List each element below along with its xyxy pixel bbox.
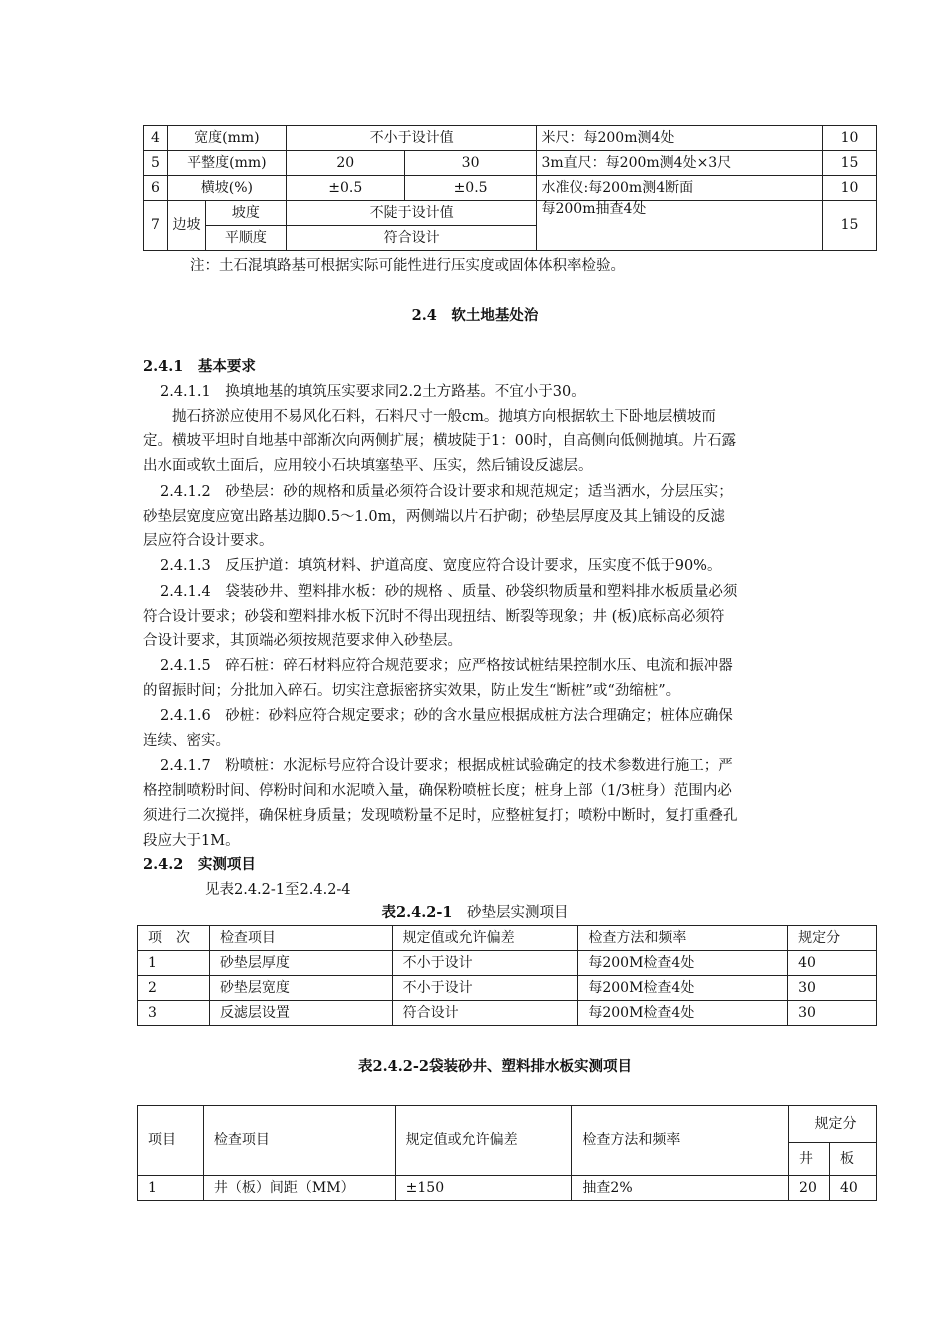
check-item: 横坡(%)	[167, 176, 286, 201]
para-2-4-1-4: 2.4.1.4 袋装砂井、塑料排水板：砂的规格 、质量、砂袋织物质量和塑料排水板质量必须	[160, 584, 738, 600]
para-2-4-1-2: 2.4.1.2 砂垫层：砂的规格和质量必须符合设计要求和规范规定；适当洒水，分层压实；	[160, 484, 733, 500]
paragraph-line: 符合设计要求；砂袋和塑料排水板下沉时不得出现扭结、断裂等现象；井 (板)底标高必须符	[143, 609, 725, 625]
header-cell: 板	[830, 1143, 877, 1176]
header-cell: 规定分	[788, 926, 877, 951]
table-row	[138, 976, 877, 1001]
table-cell: 1	[138, 1176, 204, 1201]
check-method: 米尺：每200m测4处	[537, 126, 823, 151]
table-header-row	[138, 1106, 877, 1143]
paragraph-line: 见表2.4.2-1至2.4.2-4	[205, 882, 351, 898]
score: 15	[823, 201, 877, 251]
table-cell: ±150	[395, 1176, 572, 1201]
check-item: 平整度(mm)	[167, 151, 286, 176]
paragraph-line: 段应大于1M。	[143, 833, 240, 849]
para-2-4-1-1: 2.4.1.1 换填地基的填筑压实要求同2.2土方路基。不宜小于30。	[160, 384, 586, 400]
table-row	[144, 176, 877, 201]
table-note: 注：土石混填路基可根据实际可能性进行压实度或固体体积率检验。	[190, 258, 625, 274]
check-method: 每200m抽查4处	[537, 201, 823, 251]
header-cell: 检查方法和频率	[572, 1106, 789, 1176]
table1-caption	[0, 900, 950, 926]
table-cell: 每200M检查4处	[578, 1001, 788, 1026]
header-cell: 检查方法和频率	[578, 926, 788, 951]
paragraph-line: 连续、密实。	[143, 733, 230, 749]
table-row	[144, 151, 877, 176]
score: 10	[823, 126, 877, 151]
header-cell: 检查项目	[209, 926, 392, 951]
table-cell: 每200M检查4处	[578, 976, 788, 1001]
table-header-row	[138, 926, 877, 951]
table-cell: 反滤层设置	[209, 1001, 392, 1026]
paragraph-line: 出水面或软土面后，应用较小石块填塞垫平、压实，然后铺设反滤层。	[143, 458, 593, 474]
row-number: 7	[144, 201, 168, 251]
spec-value-2: 30	[404, 151, 537, 176]
paragraph-line: 的留振时间；分批加入碎石。切实注意振密挤实效果，防止发生“断桩”或“劲缩桩”。	[143, 683, 681, 699]
spec-value: 符合设计	[286, 226, 537, 251]
paragraph-line: 砂垫层宽度应宽出路基边脚0.5～1.0m，两侧端以片石护砌；砂垫层厚度及其上铺设的反滤	[143, 509, 725, 525]
table-cell: 30	[788, 1001, 877, 1026]
subgrade-test-table	[143, 125, 877, 251]
table-cell: 20	[789, 1176, 830, 1201]
table-row	[138, 951, 877, 976]
paragraph-line: 须进行二次搅拌，确保桩身质量；发现喷粉量不足时，应整桩复打；喷粉中断时，复打重叠孔	[143, 808, 738, 824]
row-number: 4	[144, 126, 168, 151]
sub-item: 平顺度	[205, 226, 286, 251]
table-cell: 不小于设计	[392, 976, 578, 1001]
header-cell: 项 次	[138, 926, 210, 951]
table1-caption-text: 砂垫层实测项目	[452, 905, 569, 921]
score: 10	[823, 176, 877, 201]
check-method: 3m直尺：每200m测4处×3尺	[537, 151, 823, 176]
para-2-4-1-7: 2.4.1.7 粉喷桩：水泥标号应符合设计要求；根据成桩试验确定的技术参数进行施工；严	[160, 758, 733, 774]
paragraph-line: 定。横坡平坦时自地基中部渐次向两侧扩展；横坡陡于1：00时，自高侧向低侧抛填。片石露	[143, 433, 737, 449]
table-cell: 砂垫层厚度	[209, 951, 392, 976]
table-cell: 2	[138, 976, 210, 1001]
header-cell: 规定值或允许偏差	[395, 1106, 572, 1176]
table-row	[138, 1001, 877, 1026]
sand-cushion-table	[137, 925, 877, 1026]
heading-2-4-1: 2.4.1 基本要求	[143, 358, 256, 375]
table-cell: 每200M检查4处	[578, 951, 788, 976]
spec-value-1: ±0.5	[286, 176, 404, 201]
table-cell: 不小于设计	[392, 951, 578, 976]
paragraph-line: 格控制喷粉时间、停粉时间和水泥喷入量，确保粉喷桩长度；桩身上部（1/3桩身）范围内必	[143, 783, 732, 799]
para-2-4-1-5: 2.4.1.5 碎石桩：碎石材料应符合规范要求；应严格按试桩结果控制水压、电流和振冲器	[160, 658, 733, 674]
heading-2-4-2: 2.4.2 实测项目	[143, 856, 256, 873]
paragraph-line: 抛石挤淤应使用不易风化石料，石料尺寸一般cm。抛填方向根据软土下卧地层横坡而	[172, 409, 716, 425]
row-number: 6	[144, 176, 168, 201]
check-method: 水准仪:每200m测4断面	[537, 176, 823, 201]
header-cell: 检查项目	[203, 1106, 395, 1176]
table-cell: 30	[788, 976, 877, 1001]
header-cell: 规定值或允许偏差	[392, 926, 578, 951]
group-label: 边坡	[167, 201, 205, 251]
paragraph-line: 层应符合设计要求。	[143, 533, 274, 549]
table-cell: 井（板）间距（MM）	[203, 1176, 395, 1201]
row-number: 5	[144, 151, 168, 176]
sand-well-drain-table	[137, 1105, 877, 1201]
table-row	[138, 1176, 877, 1201]
table-cell: 40	[830, 1176, 877, 1201]
sub-item: 坡度	[205, 201, 286, 226]
table-cell: 40	[788, 951, 877, 976]
table-cell: 抽查2%	[572, 1176, 789, 1201]
table-cell: 1	[138, 951, 210, 976]
score: 15	[823, 151, 877, 176]
header-cell: 项目	[138, 1106, 204, 1176]
spec-value-2: ±0.5	[404, 176, 537, 201]
para-2-4-1-6: 2.4.1.6 砂桩：砂料应符合规定要求；砂的含水量应根据成桩方法合理确定；桩体应确保	[160, 708, 733, 724]
check-item: 宽度(mm)	[167, 126, 286, 151]
table-cell: 3	[138, 1001, 210, 1026]
header-cell: 井	[789, 1143, 830, 1176]
spec-value: 不小于设计值	[286, 126, 537, 151]
table1-caption-number: 表2.4.2-1	[381, 904, 453, 921]
para-2-4-1-3: 2.4.1.3 反压护道：填筑材料、护道高度、宽度应符合设计要求，压实度不低于90%。	[160, 558, 722, 574]
table-row	[144, 126, 877, 151]
spec-value-1: 20	[286, 151, 404, 176]
header-cell: 规定分	[789, 1106, 877, 1143]
table2-caption: 表2.4.2-2袋装砂井、塑料排水板实测项目	[358, 1058, 632, 1075]
spec-value: 不陡于设计值	[286, 201, 537, 226]
paragraph-line: 合设计要求，其顶端必须按规范要求伸入砂垫层。	[143, 633, 462, 649]
section-title: 2.4 软土地基处治	[411, 307, 539, 324]
table-cell: 砂垫层宽度	[209, 976, 392, 1001]
table-cell: 符合设计	[392, 1001, 578, 1026]
table-row	[144, 201, 877, 226]
